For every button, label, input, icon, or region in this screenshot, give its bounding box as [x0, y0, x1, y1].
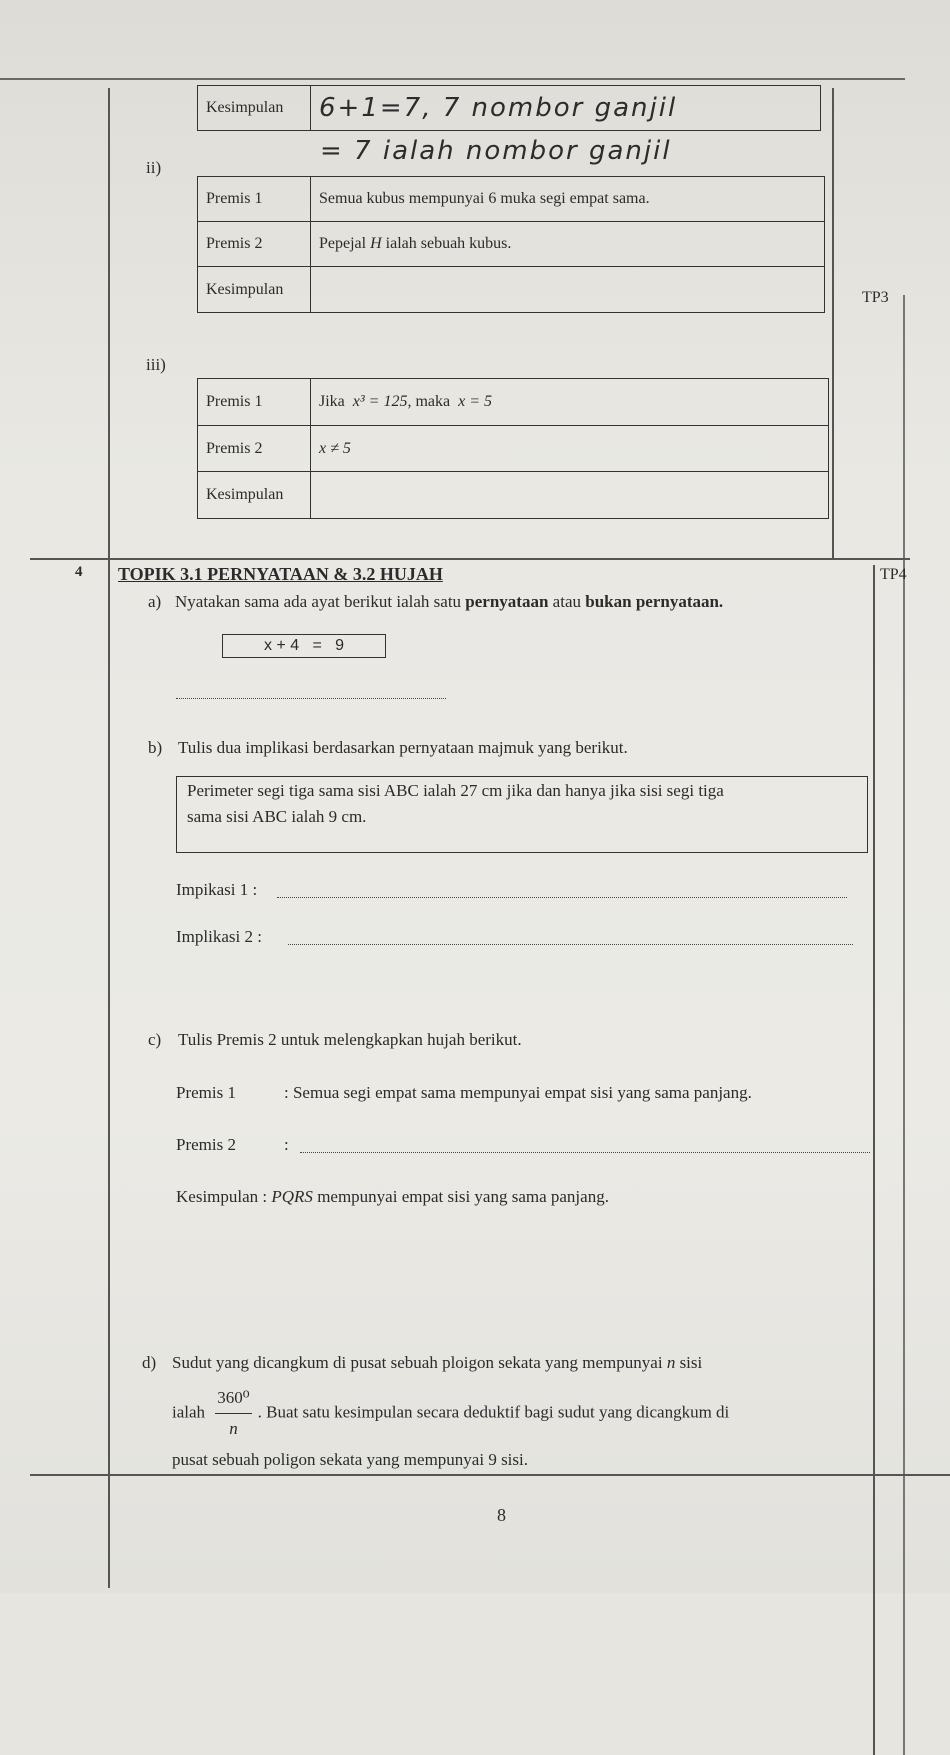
q4d-text3: pusat sebuah poligon sekata yang mempunyai 9 sisi. — [172, 1450, 528, 1469]
q4d-frac-den: n — [229, 1419, 238, 1438]
q4d-text1 — [172, 1353, 702, 1373]
jika-word: Jika — [319, 393, 345, 410]
part-iii-premis2-cell — [311, 426, 829, 472]
premis2-post: ialah sebuah kubus. — [381, 235, 512, 252]
q4b-impl1-answer[interactable] — [277, 897, 847, 898]
q4c-premis2-label: Premis 2 — [176, 1135, 236, 1154]
part-ii-label: ii) — [146, 158, 162, 177]
q4-top-line — [30, 558, 910, 560]
part-ii-table — [197, 176, 825, 313]
frame-right-line — [832, 88, 834, 558]
part-iii-premis1-cell — [311, 379, 829, 426]
eq-x-cubed: x³ = 125 — [352, 393, 408, 410]
handwritten-answer-line1: 6+1=7, 7 nombor ganjil — [319, 93, 678, 123]
q4a-bold1: pernyataan — [465, 592, 549, 611]
q4-number: 4 — [75, 564, 83, 580]
maka-word: , maka — [407, 393, 451, 410]
q4d-frac-num: 360⁰ — [215, 1383, 251, 1414]
part-ii-premis2-label: Premis 2 — [198, 222, 311, 267]
q4c-kesimpulan-label: Kesimpulan : — [176, 1187, 268, 1206]
handwritten-answer-line2: = 7 ialah nombor ganjil — [320, 136, 672, 166]
part-iii-table — [197, 378, 829, 519]
q4d-fraction — [215, 1383, 251, 1444]
frame-right-line-lower — [873, 565, 875, 1755]
bottom-border-line — [30, 1474, 950, 1476]
q4c-premis1-text: : Semua segi empat sama mempunyai empat sisi yang sama panjang. — [284, 1083, 752, 1102]
part-ii-kesimpulan-label: Kesimpulan — [198, 267, 311, 313]
frame-right-line-outer — [903, 295, 905, 1755]
q4d-ialah: ialah — [172, 1402, 206, 1422]
part-iii-premis1-label: Premis 1 — [198, 379, 311, 426]
q4b-impl2-answer[interactable] — [288, 944, 853, 945]
q4d-n-var: n — [666, 1353, 676, 1372]
q4c-premis2-answer[interactable] — [300, 1152, 870, 1153]
q4b-impl2-label: Implikasi 2 : — [176, 927, 262, 946]
q4a-bold2: bukan pernyataan. — [585, 592, 724, 611]
q4b-box-line1: Perimeter segi tiga sama sisi ABC ialah 27 cm jika dan hanya jika sisi segi tiga — [187, 781, 724, 800]
tp3-label: TP3 — [862, 289, 889, 306]
q4-title: TOPIK 3.1 PERNYATAAN & 3.2 HUJAH — [118, 564, 443, 584]
premis2-var: H — [370, 235, 382, 252]
part-iii-label: iii) — [146, 355, 166, 374]
q4a-normal: Nyatakan sama ada ayat berikut ialah satu — [175, 592, 466, 611]
q4c-premis2-colon: : — [284, 1135, 289, 1154]
page-number: 8 — [497, 1505, 506, 1525]
q4a-answer-line[interactable] — [176, 698, 446, 699]
q4c-kesimpulan-line — [176, 1187, 609, 1207]
frame-top-line — [0, 78, 905, 80]
kesimpulan-label: Kesimpulan — [198, 86, 311, 131]
q4d-line2 — [172, 1383, 729, 1444]
q4b-box-line2: sama sisi ABC ialah 9 cm. — [187, 807, 367, 826]
q4d-text1-pre: Sudut yang dicangkum di pusat sebuah ploigon sekata yang mempunyai — [172, 1353, 667, 1372]
q4d-text1-post: sisi — [675, 1353, 703, 1372]
q4b-impl1-label: Impikasi 1 : — [176, 880, 258, 899]
frame-left-line — [108, 88, 110, 1588]
q4a-label: a) — [148, 592, 162, 611]
part-ii-premis1-text: Semua kubus mempunyai 6 muka segi empat sama. — [311, 177, 825, 222]
q4c-text: Tulis Premis 2 untuk melengkapkan hujah berikut. — [178, 1030, 522, 1049]
part-iii-kesimpulan-label: Kesimpulan — [198, 472, 311, 519]
part-ii-kesimpulan-answer[interactable] — [311, 267, 825, 313]
q4c-premis1-label: Premis 1 — [176, 1083, 236, 1102]
q4c-pqrs: PQRS — [271, 1187, 313, 1206]
q4a-mid: atau — [548, 592, 586, 611]
eq-x-not-five: x ≠ 5 — [319, 439, 351, 457]
part-ii-premis2-cell — [311, 222, 825, 267]
q4d-text2: . Buat satu kesimpulan secara deduktif bagi sudut yang dicangkum di — [257, 1402, 730, 1422]
part-iii-kesimpulan-answer[interactable] — [311, 472, 829, 519]
part-iii-premis2-label: Premis 2 — [198, 426, 311, 472]
q4d-label: d) — [142, 1353, 157, 1372]
q4c-label: c) — [148, 1030, 162, 1049]
kesimpulan-answer-cell[interactable] — [311, 86, 821, 131]
q4a-text — [175, 592, 723, 612]
tp4-label: TP4 — [880, 566, 907, 583]
eq-x-five: x = 5 — [458, 393, 493, 410]
q4b-text: Tulis dua implikasi berdasarkan pernyataan majmuk yang berikut. — [178, 738, 628, 757]
q4b-statement-box — [176, 776, 868, 853]
q4a-expression-box: x + 4 = 9 — [222, 634, 386, 658]
q4b-label: b) — [148, 738, 163, 757]
premis2-pre: Pepejal — [319, 235, 371, 252]
q4c-kesimpulan-text: mempunyai empat sisi yang sama panjang. — [312, 1187, 609, 1206]
kesimpulan-top-table — [197, 85, 821, 131]
part-ii-premis1-label: Premis 1 — [198, 177, 311, 222]
